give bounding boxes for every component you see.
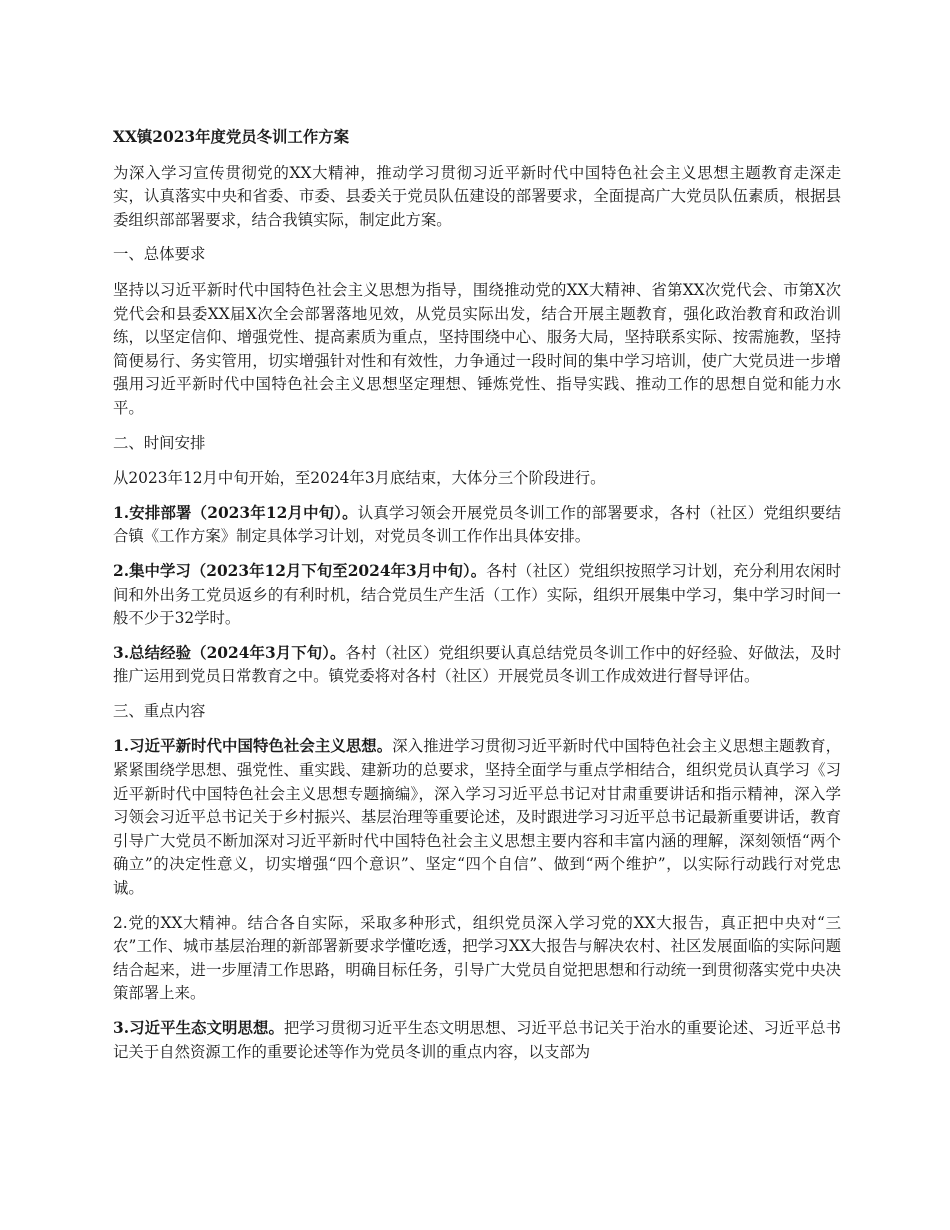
schedule-item-3 — [113, 642, 841, 689]
content-item-1 — [113, 735, 841, 900]
schedule-item-2-lead: 2.集中学习（2023年12月下旬至2024年3月中旬）。 — [113, 561, 487, 580]
content-item-3-lead: 3.习近平生态文明思想。 — [113, 1019, 284, 1037]
schedule-item-2 — [113, 560, 841, 631]
content-item-3-text: 把学习贯彻习近平生态文明思想、习近平总书记关于治水的重要论述、习近平总书记关于自然资源工作的重要论述等作为党员冬训的重点内容，以支部为 — [113, 1019, 841, 1061]
schedule-item-1-lead: 1.安排部署（2023年12月中旬）。 — [113, 503, 358, 522]
intro-paragraph: 为深入学习宣传贯彻党的XX大精神，推动学习贯彻习近平新时代中国特色社会主义思想主题教育走深走实，认真落实中央和省委、市委、县委关于党员队伍建设的部署要求，全面提高广大党员队伍素质，根据县委组织部部署要求，结合我镇实际，制定此方案。 — [113, 163, 841, 229]
content-item-3 — [113, 1017, 841, 1064]
content-item-1-text: 深入推进学习贯彻习近平新时代中国特色社会主义思想主题教育，紧紧围绕学思想、强党性、重实践、建新功的总要求，坚持全面学与重点学相结合，组织党员认真学习《习近平新时代中国特色社会主义思想专题摘编》，深入学习习近平总书记对甘肃重要讲话和指示精神，深入学习领会习近平总书记关于乡村振兴、基层治理等重要论述，及时跟进学习习近平总书记最新重要讲话，教育引导广大党员不断加深对习近平新时代中国特色社会主义思想主要内容和丰富内涵的理解，深刻领悟“两个确立”的决定性意义，切实增强“四个意识”、坚定“四个自信”、做到“两个维护”，以实际行动践行对党忠诚。 — [113, 737, 841, 898]
schedule-item-1-text: 认真学习领会开展党员冬训工作的部署要求，各村（社区）党组织要结合镇《工作方案》制定具体学习计划，对党员冬训工作作出具体安排。 — [113, 503, 841, 546]
content-item-2-text: 2.党的XX大精神。结合各自实际，采取多种形式，组织党员深入学习党的XX大报告，真正把中央对“三农”工作、城市基层治理的新部署新要求学懂吃透，把学习XX大报告与解决农村、社区发展面临的实际问题结合起来，进一步厘清工作思路，明确目标任务，引导广大党员自觉把思想和行动统一到贯彻落实党中央决策部署上来。 — [113, 913, 841, 1003]
schedule-item-2-text: 各村（社区）党组织按照学习计划，充分利用农闲时间和外出务工党员返乡的有利时机，结合党员生产生活（工作）实际，组织开展集中学习，集中学习时间一般不少于32学时。 — [113, 561, 841, 628]
document-page — [113, 126, 841, 1075]
general-requirements-paragraph: 坚持以习近平新时代中国特色社会主义思想为指导，围绕推动党的XX大精神、省第XX次党代会、市第X次党代会和县委XX届X次全会部署落地见效，从党员实际出发，结合开展主题教育，强化政治教育和政治训练，以坚定信仰、增强党性、提高素质为重点，坚持围绕中心、服务大局，坚持联系实际、按需施教，坚持简便易行、务实管用，切实增强针对性和有效性，力争通过一段时间的集中学习培训，使广大党员进一步增强用习近平新时代中国特色社会主义思想坚定理想、锤炼党性、指导实践、推动工作的思想自觉和能力水平。 — [113, 280, 841, 417]
schedule-item-3-lead: 3.总结经验（2024年3月下旬）。 — [113, 643, 346, 662]
document-title: XX镇2023年度党员冬训工作方案 — [113, 128, 350, 146]
section-heading-schedule: 二、时间安排 — [113, 433, 206, 452]
section-heading-general-requirements: 一、总体要求 — [113, 245, 206, 264]
schedule-intro-paragraph: 从2023年12月中旬开始，至2024年3月底结束，大体分三个阶段进行。 — [113, 469, 606, 488]
content-item-1-lead: 1.习近平新时代中国特色社会主义思想。 — [113, 737, 393, 756]
content-item-2 — [113, 912, 841, 1006]
section-heading-key-content: 三、重点内容 — [113, 701, 206, 720]
schedule-item-3-text: 各村（社区）党组织要认真总结党员冬训工作中的好经验、好做法，及时推广运用到党员日常教育之中。镇党委将对各村（社区）开展党员冬训工作成效进行督导评估。 — [113, 643, 841, 686]
schedule-item-1 — [113, 502, 841, 549]
